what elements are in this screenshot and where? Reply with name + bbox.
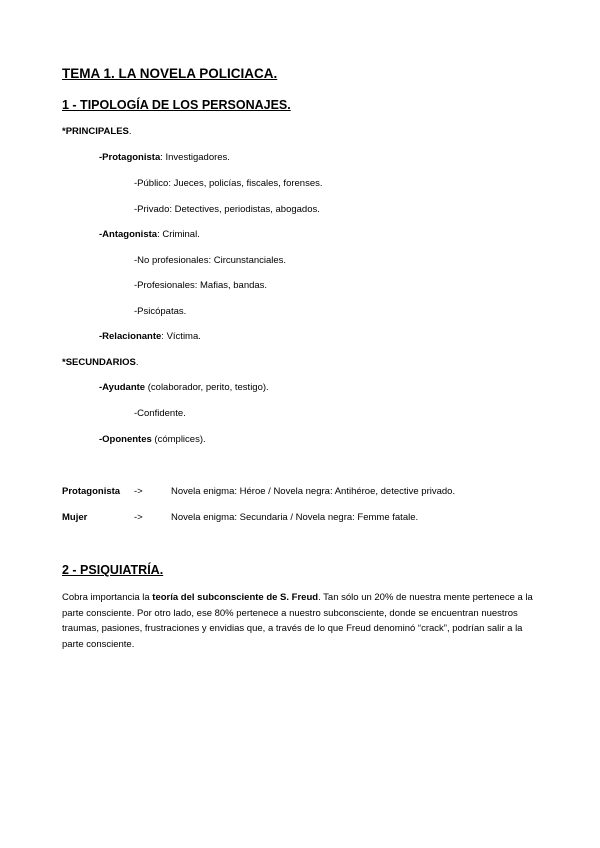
oponentes-item [99,434,206,445]
antagonista-label: -Antagonista [99,229,158,240]
comparison-label: Mujer [62,512,88,523]
paragraph-bold-theory: teoría del subconsciente de S. Freud [152,592,319,603]
section2-paragraph [62,590,540,652]
profesionales-item: -Profesionales: Mafias, bandas. [134,280,268,291]
paragraph-start: Cobra importancia la [62,592,153,603]
arrow: -> [134,486,143,497]
comparison-text: Novela enigma: Héroe / Novela negra: Antihéroe, detective privado. [171,486,456,497]
section1-heading: 1 - TIPOLOGÍA DE LOS PERSONAJES. [62,98,291,112]
oponentes-label: -Oponentes [99,434,152,445]
secundarios-dot: . [135,357,139,368]
comparison-text: Novela enigma: Secundaria / Novela negra: Femme fatale. [171,512,419,523]
publico-item: -Público: Jueces, policías, fiscales, forenses. [134,178,323,189]
secundarios-heading [62,357,139,368]
principales-dot: . [128,126,132,137]
paragraph-rest: . Tan sólo un 20% de nuestra mente pertenece a la parte consciente. Por otro lado, ese 80% pertenece a nuestro subconsciente, donde se encuentran nuestros traumas, pasiones, frustraciones y envidias que, a través de lo que Freud denominó “crack”, podrían salir a la parte consciente. [62,592,533,650]
oponentes-value: (cómplices). [151,434,206,445]
protagonista-item [99,152,230,163]
relacionante-item [99,331,201,342]
principales-heading [62,126,132,137]
confidente-item: -Confidente. [134,408,186,419]
protagonista-label: -Protagonista [99,152,161,163]
comparison-label: Protagonista [62,486,121,497]
protagonista-value: : Investigadores. [160,152,230,163]
principales-label: *PRINCIPALES [62,126,129,137]
arrow: -> [134,512,143,523]
secundarios-label: *SECUNDARIOS [62,357,136,368]
ayudante-value: (colaborador, perito, testigo). [145,382,269,393]
psicopatas-item: -Psicópatas. [134,306,187,317]
ayudante-item [99,382,269,393]
antagonista-item [99,229,200,240]
section2-heading: 2 - PSIQUIATRÍA. [62,563,164,577]
document-title: TEMA 1. LA NOVELA POLICIACA. [62,66,278,81]
ayudante-label: -Ayudante [99,382,146,393]
no-profesionales-item: -No profesionales: Circunstanciales. [134,255,287,266]
antagonista-value: : Criminal. [157,229,200,240]
privado-item: -Privado: Detectives, periodistas, abogados. [134,204,320,215]
relacionante-value: : Víctima. [161,331,201,342]
relacionante-label: -Relacionante [99,331,162,342]
